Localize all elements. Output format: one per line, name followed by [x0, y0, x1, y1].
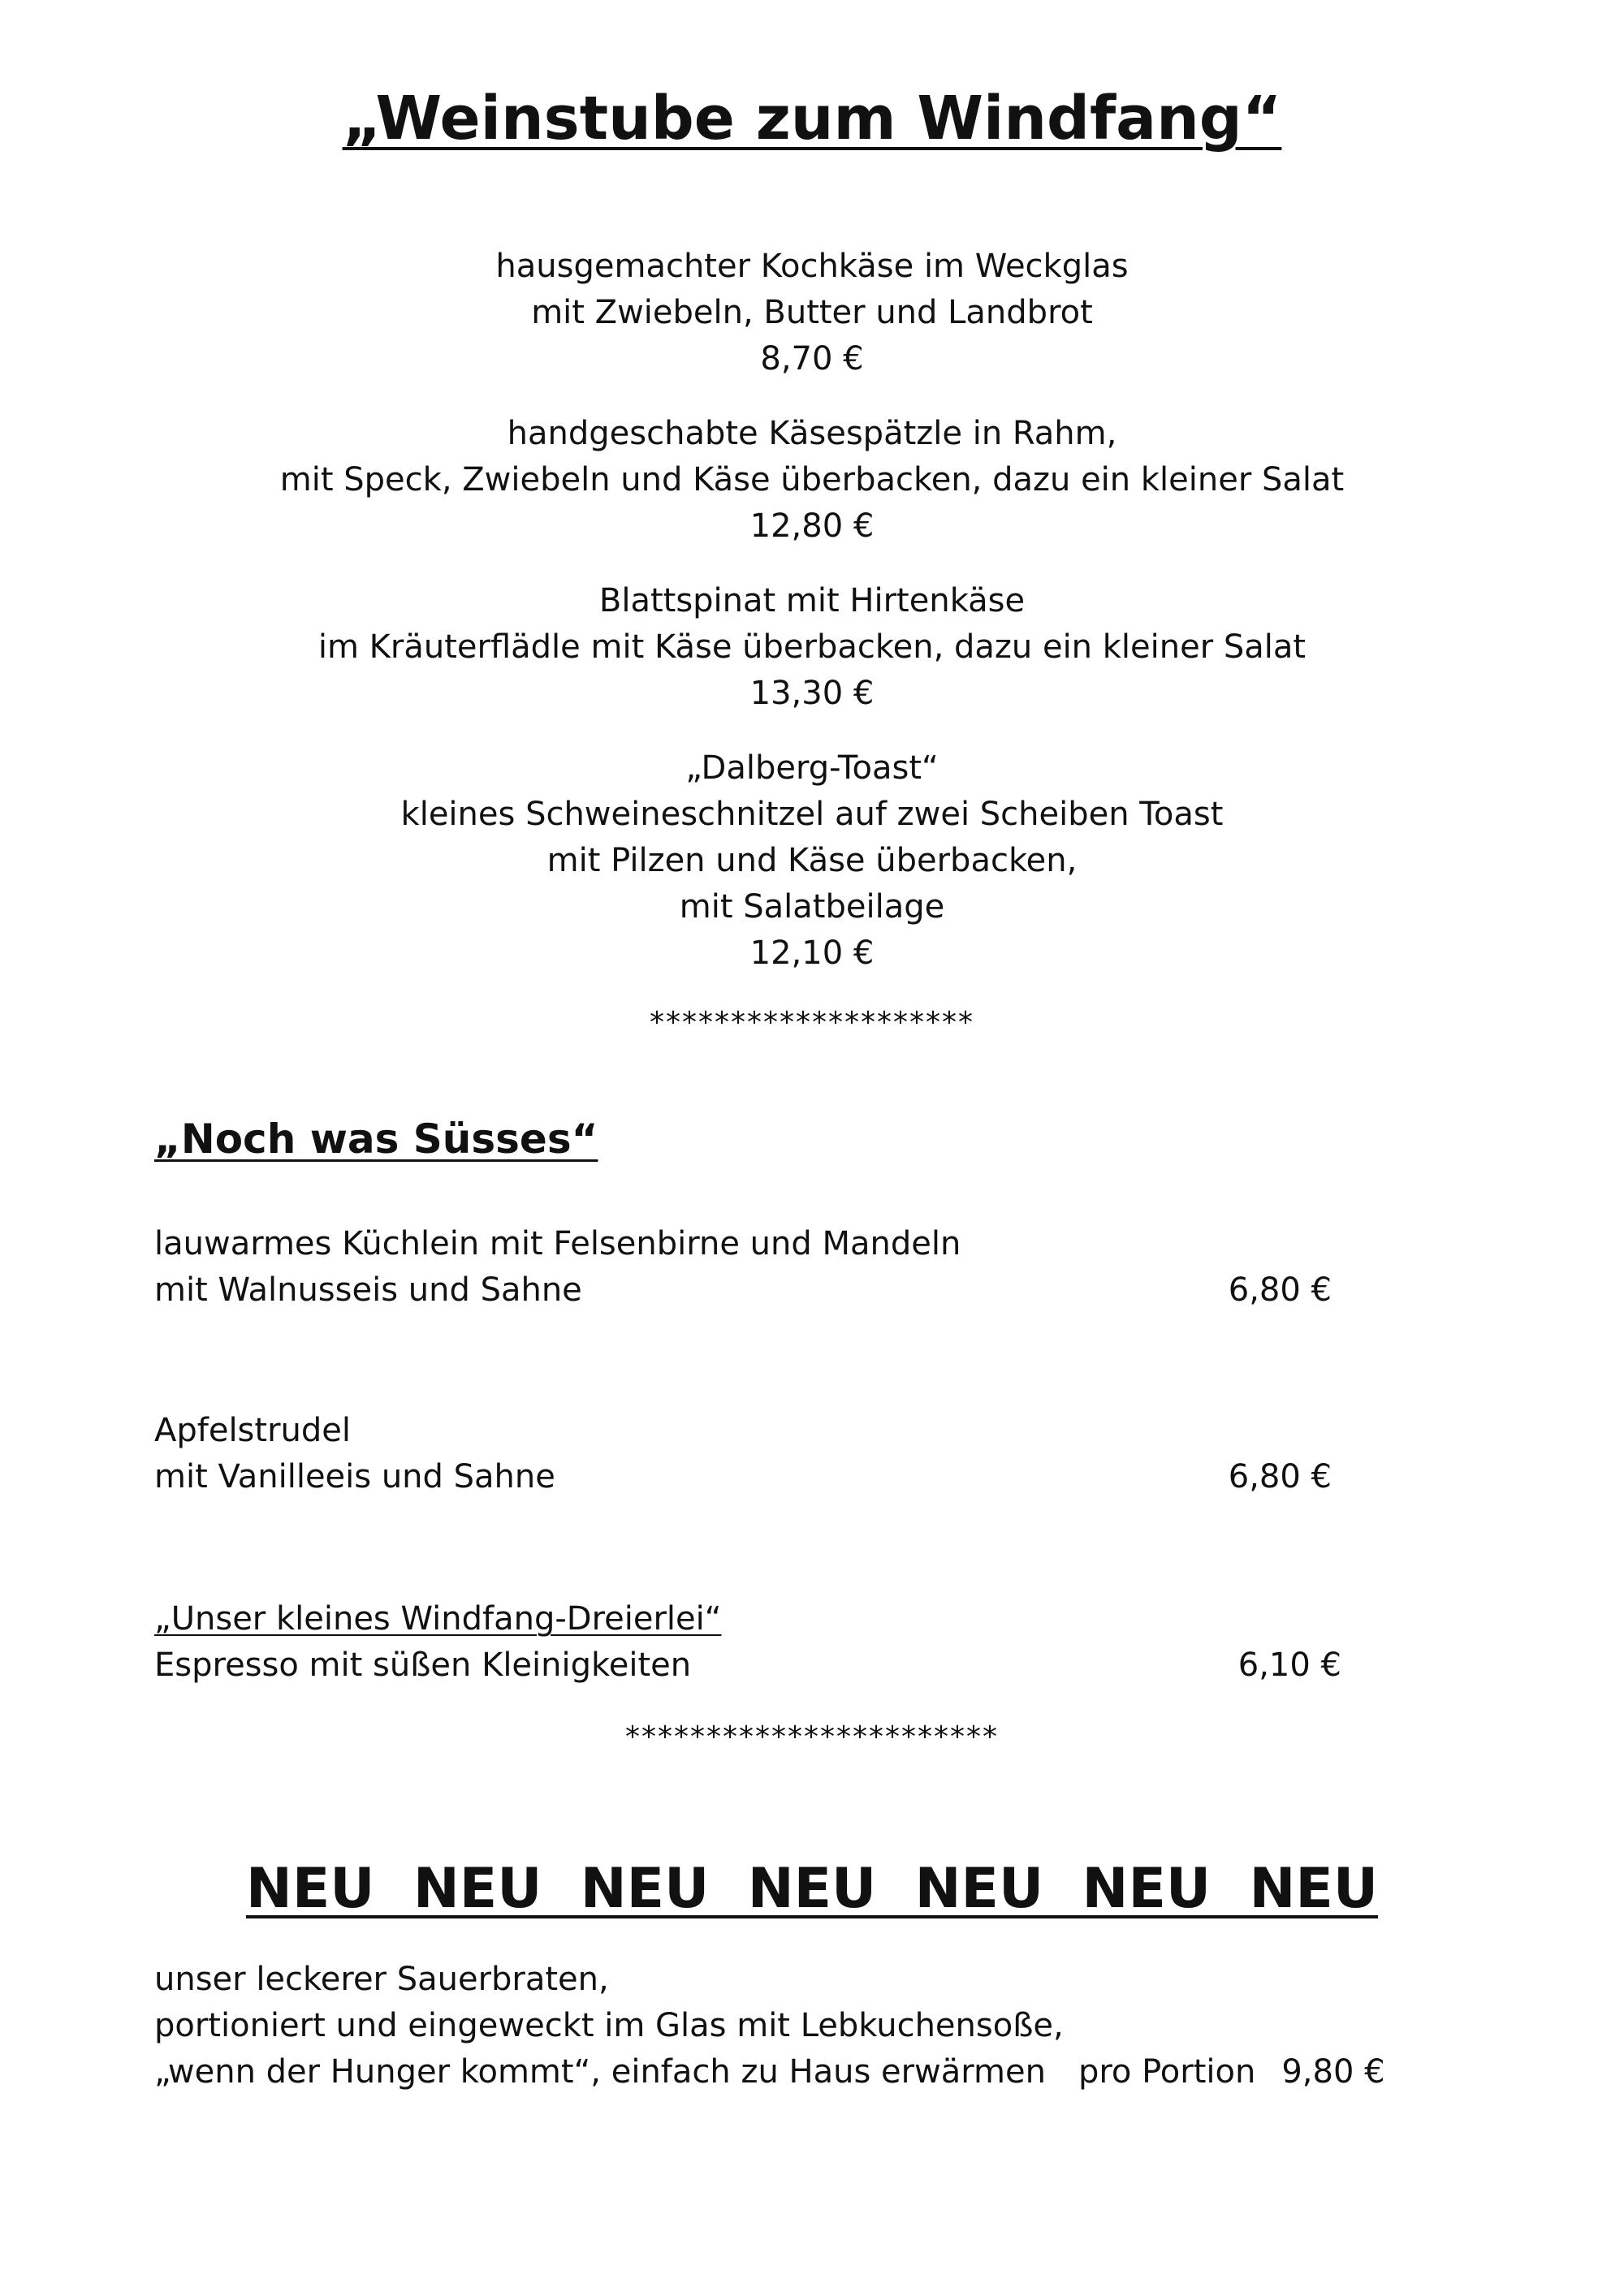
- dish-line: mit Speck, Zwiebeln und Käse überbacken, dazu ein kleiner Salat: [279, 461, 1345, 498]
- dessert-price: 6,80 €: [1228, 1458, 1332, 1495]
- dessert-line: Apfelstrudel: [154, 1412, 351, 1449]
- neu-line: „wenn der Hunger kommt“, einfach zu Haus erwärmen: [154, 2053, 1046, 2091]
- dessert-line-with-price: [154, 1642, 1341, 1689]
- dish-kochkaese: [0, 244, 1624, 382]
- neu-line-with-price: [154, 2049, 1535, 2095]
- dessert-kuechlein: [154, 1221, 1332, 1314]
- dish-dalberg-toast: [0, 745, 1624, 977]
- dessert-apfelstrudel: [154, 1408, 1332, 1500]
- dish-line: handgeschabte Käsespätzle in Rahm,: [507, 415, 1117, 452]
- neu-unit: pro Portion: [1078, 2053, 1256, 2091]
- dish-price: 12,10 €: [749, 934, 875, 972]
- neu-price: 9,80 €: [1281, 2053, 1385, 2091]
- dessert-line: mit Walnusseis und Sahne: [154, 1271, 582, 1309]
- dish-kaesespaetzle: [0, 411, 1624, 550]
- dish-price: 12,80 €: [749, 507, 875, 545]
- dish-line: „Dalberg-Toast“: [685, 749, 939, 787]
- dish-line: hausgemachter Kochkäse im Weckglas: [495, 248, 1129, 285]
- separator-stars: ***********************: [625, 1720, 999, 1754]
- separator-stars: ********************: [650, 1006, 974, 1039]
- desserts-heading: „Noch was Süsses“: [154, 1116, 598, 1163]
- dish-blattspinat: [0, 578, 1624, 717]
- dessert-line: lauwarmes Küchlein mit Felsenbirne und Mandeln: [154, 1225, 961, 1262]
- dish-line: Blattspinat mit Hirtenkäse: [598, 582, 1026, 619]
- dessert-line: mit Vanilleeis und Sahne: [154, 1458, 555, 1495]
- neu-line: unser leckerer Sauerbraten,: [154, 1961, 609, 1998]
- neu-banner: NEU NEU NEU NEU NEU NEU NEU: [245, 1857, 1379, 1921]
- dessert-dreierlei: [154, 1596, 1341, 1689]
- dish-line: im Kräuterflädle mit Käse überbacken, dazu ein kleiner Salat: [317, 628, 1307, 666]
- dessert-line: Espresso mit süßen Kleinigkeiten: [154, 1646, 692, 1684]
- dish-line: kleines Schweineschnitzel auf zwei Scheiben Toast: [400, 796, 1224, 833]
- dessert-price: 6,10 €: [1237, 1646, 1341, 1684]
- menu-title: „Weinstube zum Windfang“: [342, 84, 1282, 153]
- dish-line: mit Salatbeilage: [679, 888, 945, 926]
- dessert-line-with-price: [154, 1267, 1332, 1314]
- dessert-line-with-price: [154, 1454, 1332, 1500]
- dish-price: 13,30 €: [749, 675, 875, 712]
- dessert-title: „Unser kleines Windfang-Dreierlei“: [154, 1600, 722, 1638]
- neu-item: [154, 1957, 1535, 2095]
- dessert-price: 6,80 €: [1228, 1271, 1332, 1309]
- dish-line: mit Zwiebeln, Butter und Landbrot: [531, 294, 1093, 331]
- dish-price: 8,70 €: [760, 340, 864, 378]
- neu-line: portioniert und eingeweckt im Glas mit Lebkuchensoße,: [154, 2007, 1064, 2044]
- dessert-line: [154, 1596, 1341, 1642]
- dish-line: mit Pilzen und Käse überbacken,: [546, 842, 1078, 879]
